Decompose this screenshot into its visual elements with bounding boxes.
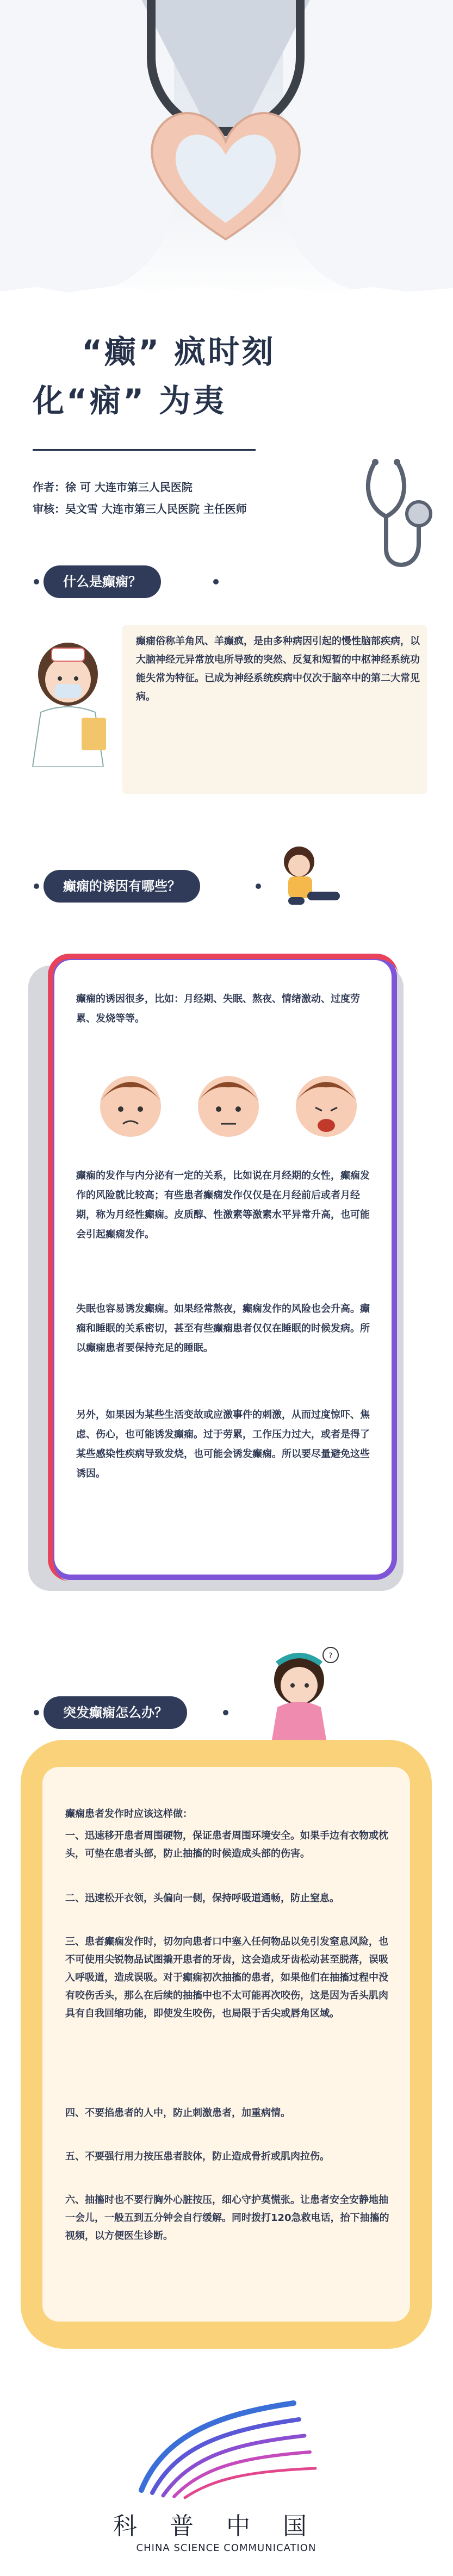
heading-dot [34, 579, 39, 584]
heading-dot [256, 883, 261, 889]
face-crying [296, 1076, 357, 1137]
heart-hands-icon [136, 87, 315, 250]
page-title-line2: 化“痫” 为夷 [33, 382, 227, 419]
logo-chinese-text: 科普中国 [113, 2512, 339, 2540]
definition-text: 癫痫俗称羊角风、羊癫疯，是由多种病因引起的慢性脑部疾病，以大脑神经元异常放电所导致的突然、反复和短暂的中枢神经系统功能失常为特征。已成为神经系统疾病中仅次于脑卒中的第二大常见病。 [136, 636, 420, 702]
title-divider [33, 449, 256, 451]
triggers-paragraph-3: 失眠也容易诱发癫痫。如果经常熬夜，癫痫发作的风险也会升高。癫痫和睡眠的关系密切，甚至有些癫痫患者仅仅在睡眠的时候发病。所以癫痫患者要保持充足的睡眠。 [76, 1303, 370, 1354]
reviewer-line: 审核：吴文雪 大连市第三人民医院 主任医师 [33, 502, 247, 515]
section-heading-what-is-epilepsy: 什么是癫痫？ [44, 565, 161, 598]
page-title-line1: “癫” 疯时刻 [82, 333, 276, 370]
girl-running-illustration [266, 837, 353, 924]
first-aid-intro: 癫痫患者发作时应该这样做： [65, 1808, 193, 1820]
first-aid-item-5: 五、不要强行用力按压患者肢体，防止造成骨折或肌肉拉伤。 [65, 2151, 330, 2162]
nurse-illustration [22, 636, 114, 767]
triggers-paragraph-4: 另外，如果因为某些生活变故或应激事件的刺激，从而过度惊吓、焦虑、伤心，也可能诱发癫痫。过于劳累，工作压力过大，或者是得了某些感染性疾病导致发烧，也可能会诱发癫痫。所以要尽量避免这些诱因。 [76, 1409, 370, 1479]
first-aid-item-6: 六、抽搐时也不要行胸外心脏按压，细心守护莫慌张。让患者安全安静地抽一会儿，一般五到五分钟会自行缓解。同时拨打120急救电话，抬下抽搐的视频，以方便医生诊断。 [65, 2194, 389, 2242]
sick-faces-illustration [87, 1063, 370, 1144]
first-aid-item-3: 三、患者癫痫发作时，切勿向患者口中塞入任何物品以免引发窒息风险，也不可使用尖锐物品试图撬开患者的牙齿，这会造成牙齿松动甚至脱落，误吸入呼吸道，造成误吸。对于癫痫初次抽搐的患者，如果他们在抽搐过程中没有咬伤舌头，那么在后续的抽搐中也不太可能再次咬伤，这是因为舌头肌肉具有自我回缩功能，即使发生咬伤，也局限于舌尖或唇角区域。 [65, 1936, 388, 2019]
kepu-china-logo [131, 2392, 326, 2501]
heading-dot [223, 1710, 228, 1715]
hero-image [0, 0, 453, 304]
section-heading-triggers: 癫痫的诱因有哪些？ [44, 870, 200, 903]
heading-dot [34, 1710, 39, 1715]
first-aid-item-4: 四、不要掐患者的人中，防止刺激患者，加重病情。 [65, 2107, 290, 2119]
first-aid-item-2: 二、迅速松开衣领，头偏向一侧，保持呼吸道通畅，防止窒息。 [65, 1893, 339, 1904]
face-worried [198, 1076, 259, 1137]
face-sad [100, 1076, 161, 1137]
svg-text:?: ? [328, 1652, 333, 1660]
heading-dot [34, 883, 39, 889]
triggers-paragraph-1: 癫痫的诱因很多，比如：月经期、失眠、熬夜、情绪激动、过度劳累、发烧等等。 [76, 993, 360, 1024]
thinking-girl-illustration [261, 1642, 348, 1740]
section-heading-what-to-do: 突发癫痫怎么办？ [44, 1696, 187, 1729]
first-aid-item-1: 一、迅速移开患者周围硬物，保证患者周围环境安全。如果手边有衣物或枕头，可垫在患者头部，防止抽搐的时候造成头部的伤害。 [65, 1830, 388, 1859]
triggers-card [49, 955, 397, 1580]
stethoscope-icon [353, 457, 440, 593]
author-line: 作者：徐 可 大连市第三人民医院 [33, 481, 193, 494]
logo-english-text: CHINA SCIENCE COMMUNICATION [136, 2542, 317, 2554]
triggers-paragraph-2: 癫痫的发作与内分泌有一定的关系，比如说在月经期的女性，癫痫发作的风险就比较高；有些患者癫痫发作仅仅是在月经前后或者月经期，称为月经性癫痫。皮质醇、性激素等激素水平异常升高，也可能会引起癫痫发作。 [76, 1170, 370, 1240]
heading-dot [213, 579, 219, 584]
